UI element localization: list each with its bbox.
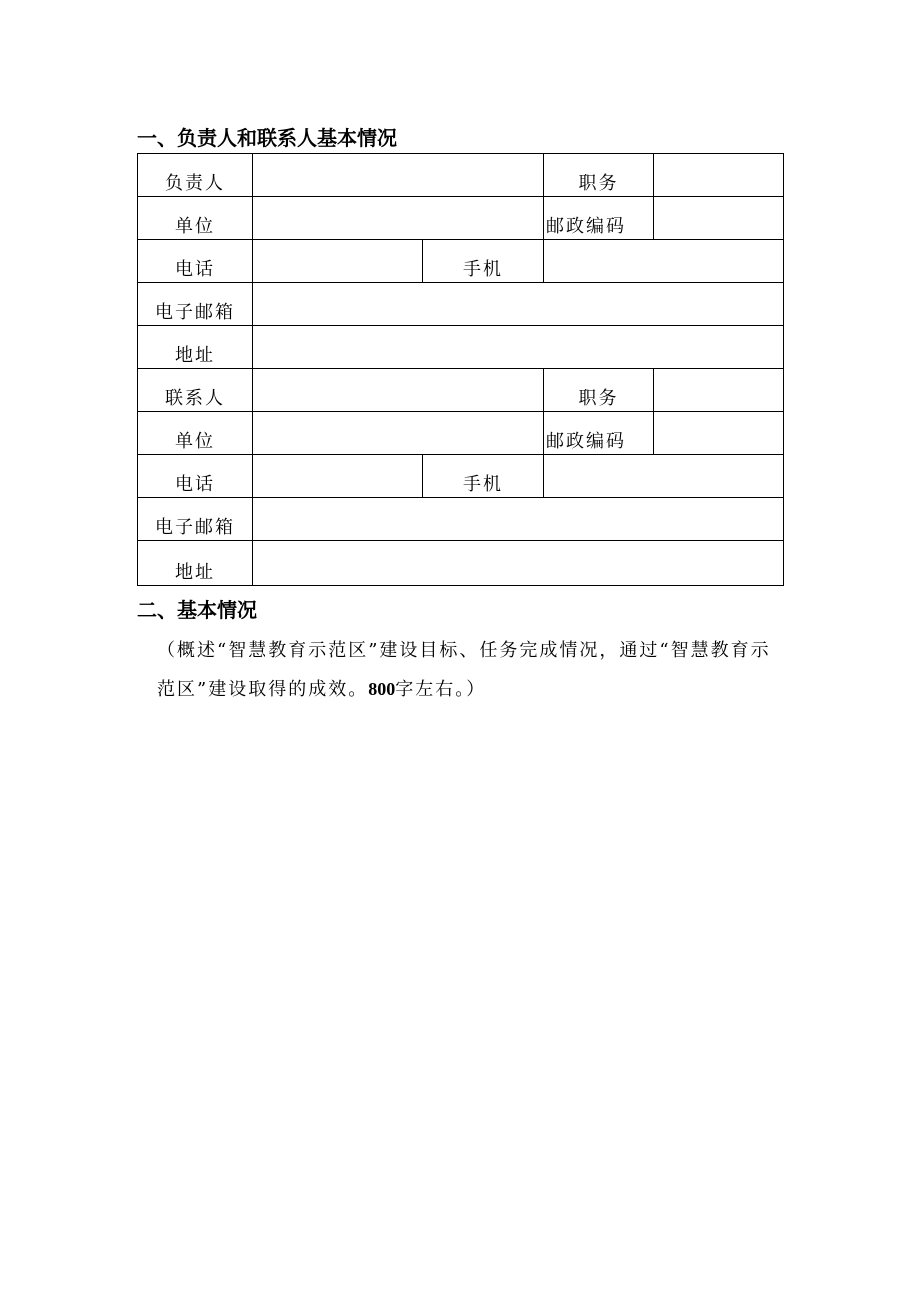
description-text-1: （概述“智慧教育示范区”建设目标、任务完成情况，通过“智慧教育示范区”建设取得的成效。 bbox=[157, 640, 771, 700]
section-title-basic-situation: 二、基本情况 bbox=[137, 598, 257, 622]
contact-unit-value[interactable] bbox=[253, 412, 544, 455]
table-row bbox=[138, 283, 784, 326]
position-value[interactable] bbox=[654, 154, 784, 197]
contact-email-value[interactable] bbox=[253, 498, 784, 541]
table-row bbox=[138, 369, 784, 412]
table-row bbox=[138, 498, 784, 541]
label-mobile: 手机 bbox=[423, 240, 544, 283]
contact-phone-value[interactable] bbox=[253, 455, 423, 498]
label-contact-address: 地址 bbox=[138, 541, 253, 586]
address-value[interactable] bbox=[253, 326, 784, 369]
label-contact-unit: 单位 bbox=[138, 412, 253, 455]
label-unit: 单位 bbox=[138, 197, 253, 240]
table-row bbox=[138, 154, 784, 197]
label-phone: 电话 bbox=[138, 240, 253, 283]
section-description bbox=[157, 632, 777, 709]
mobile-value[interactable] bbox=[544, 240, 784, 283]
table-row bbox=[138, 197, 784, 240]
table-row bbox=[138, 455, 784, 498]
label-postal-code: 邮政编码 bbox=[544, 197, 654, 240]
label-position: 职务 bbox=[544, 154, 654, 197]
description-text-2: 字左右。） bbox=[395, 679, 487, 700]
contact-info-table bbox=[137, 153, 784, 586]
word-count: 800 bbox=[368, 679, 396, 699]
label-contact-mobile: 手机 bbox=[423, 455, 544, 498]
table-row bbox=[138, 412, 784, 455]
label-email: 电子邮箱 bbox=[138, 283, 253, 326]
postal-code-value[interactable] bbox=[654, 197, 784, 240]
label-contact-person: 联系人 bbox=[138, 369, 253, 412]
label-contact-email: 电子邮箱 bbox=[138, 498, 253, 541]
email-value[interactable] bbox=[253, 283, 784, 326]
label-person-in-charge: 负责人 bbox=[138, 154, 253, 197]
contact-address-value[interactable] bbox=[253, 541, 784, 586]
table-row bbox=[138, 541, 784, 586]
label-contact-postal-code: 邮政编码 bbox=[544, 412, 654, 455]
unit-value[interactable] bbox=[253, 197, 544, 240]
table-row bbox=[138, 326, 784, 369]
label-contact-position: 职务 bbox=[544, 369, 654, 412]
label-contact-phone: 电话 bbox=[138, 455, 253, 498]
contact-mobile-value[interactable] bbox=[544, 455, 784, 498]
section-title-basic-info: 一、负责人和联系人基本情况 bbox=[137, 126, 397, 150]
label-address: 地址 bbox=[138, 326, 253, 369]
contact-person-value[interactable] bbox=[253, 369, 544, 412]
person-in-charge-value[interactable] bbox=[253, 154, 544, 197]
table-row bbox=[138, 240, 784, 283]
phone-value[interactable] bbox=[253, 240, 423, 283]
contact-position-value[interactable] bbox=[654, 369, 784, 412]
contact-postal-code-value[interactable] bbox=[654, 412, 784, 455]
